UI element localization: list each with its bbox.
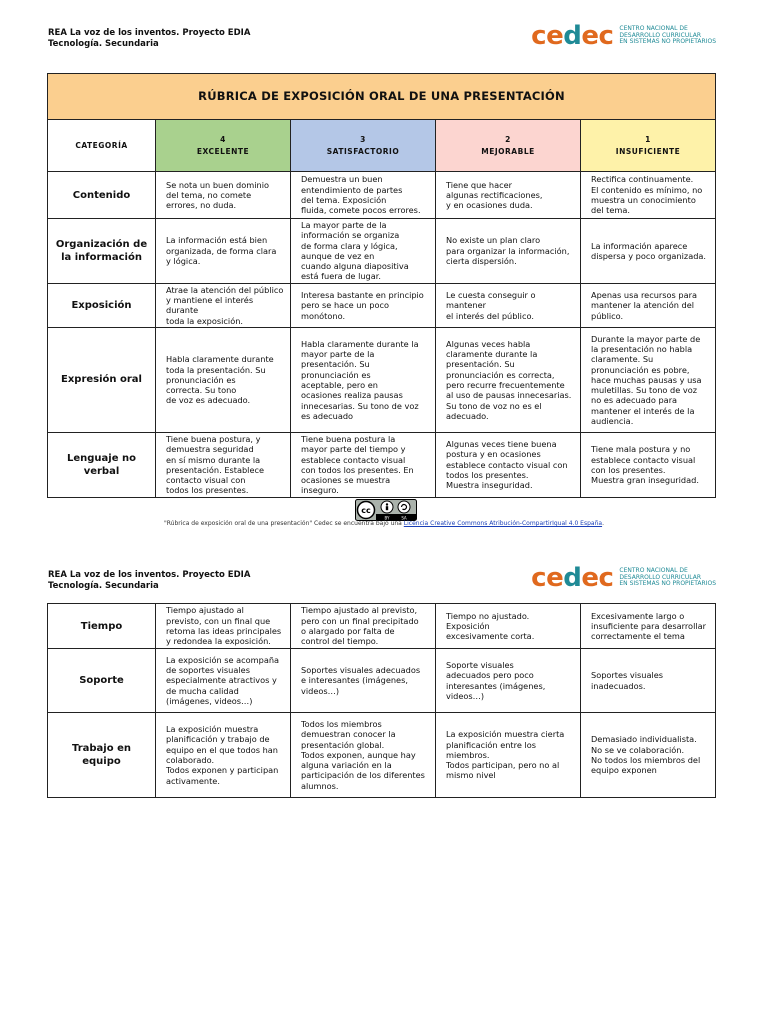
cell-mejorable: Le cuesta conseguir o mantener el interés del público. <box>436 283 581 327</box>
license-link[interactable]: Licencia Creative Commons Atribución-CompartirIgual 4.0 España <box>403 520 603 527</box>
logo-subtitle: CENTRO NACIONAL DE DESARROLLO CURRICULAR EN SISTEMAS NO PROPIETARIOS <box>619 25 716 46</box>
cell-excelente: La exposición se acompaña de soportes visuales especialmente atractivos y de mucha calidad (imágenes, videos…) <box>156 649 291 713</box>
project-subject: Tecnología. Secundaria <box>48 39 159 49</box>
cell-insuficiente: Demasiado individualista. No se ve colaboración. No todos los miembros del equipo exponen <box>581 713 716 798</box>
cell-insuficiente: Tiene mala postura y no establece contacto visual con los presentes. Muestra gran inseguridad. <box>581 432 716 497</box>
row-category: Exposición <box>48 283 156 327</box>
row-category: Organización de la información <box>48 219 156 284</box>
row-category: Trabajo en equipo <box>48 713 156 798</box>
table-row <box>48 172 716 219</box>
logo-wordmark: cedec <box>531 563 614 593</box>
rubric-table-continued <box>47 603 716 798</box>
table-row <box>48 604 716 649</box>
logo-wordmark: cedec <box>531 21 614 51</box>
cell-mejorable: Tiempo no ajustado. Exposición excesivamente corta. <box>436 604 581 649</box>
row-category: Soporte <box>48 649 156 713</box>
header-level-mejorable: 2 MEJORABLE <box>436 120 581 172</box>
cell-satisfactorio: Soportes visuales adecuados e interesantes (imágenes, videos…) <box>291 649 436 713</box>
svg-text:BY: BY <box>384 515 390 521</box>
header-level-excelente: 4 EXCELENTE <box>156 120 291 172</box>
project-subject: Tecnología. Secundaria <box>48 581 159 591</box>
rubric-table <box>47 73 716 498</box>
table-row <box>48 432 716 497</box>
cedec-logo <box>531 565 716 591</box>
row-category: Tiempo <box>48 604 156 649</box>
project-info <box>48 570 250 592</box>
cell-satisfactorio: Tiene buena postura la mayor parte del tiempo y establece contacto visual con todos los presentes. En ocasiones se muestra inseguro. <box>291 432 436 497</box>
cell-mejorable: Tiene que hacer algunas rectificaciones, y en ocasiones duda. <box>436 172 581 219</box>
table-row <box>48 219 716 284</box>
project-title: REA La voz de los inventos. Proyecto EDIA <box>48 570 251 580</box>
cell-satisfactorio: La mayor parte de la información se organiza de forma clara y lógica, aunque de vez en cuando alguna diapositiva está fuera de lugar. <box>291 219 436 284</box>
table-row <box>48 649 716 713</box>
rubric-title: RÚBRICA DE EXPOSICIÓN ORAL DE UNA PRESENTACIÓN <box>48 74 716 120</box>
cell-insuficiente: Apenas usa recursos para mantener la atención del público. <box>581 283 716 327</box>
project-info <box>48 28 250 50</box>
cell-satisfactorio: Tiempo ajustado al previsto, pero con un final precipitado o alargado por falta de control del tiempo. <box>291 604 436 649</box>
cell-mejorable: Soporte visuales adecuados pero poco interesantes (imágenes, videos…) <box>436 649 581 713</box>
cell-excelente: Se nota un buen dominio del tema, no comete errores, no duda. <box>156 172 291 219</box>
header-level-insuficiente: 1 INSUFICIENTE <box>581 120 716 172</box>
cell-excelente: Tiene buena postura, y demuestra seguridad en sí mismo durante la presentación. Establece contacto visual con todos los presentes. <box>156 432 291 497</box>
cell-excelente: Tiempo ajustado al previsto, con un final que retoma las ideas principales y redondea la exposición. <box>156 604 291 649</box>
page-header <box>48 21 720 68</box>
license-note: "Rúbrica de exposición oral de una presentación" Cedec se encuentra bajo una Licencia Creative Commons Atribución-CompartirIgual 4.0 España. <box>164 520 604 527</box>
cell-excelente: La exposición muestra planificación y trabajo de equipo en el que todos han colaborado. Todos exponen y participan activamente. <box>156 713 291 798</box>
svg-text:cc: cc <box>361 506 371 515</box>
cell-mejorable: Algunas veces habla claramente durante la presentación. Su pronunciación es correcta, pero recurre frecuentemente al uso de pausas innecesarias. Su tono de voz no es el adecuado. <box>436 327 581 432</box>
cell-excelente: Atrae la atención del público y mantiene el interés durante toda la exposición. <box>156 283 291 327</box>
cell-insuficiente: Soportes visuales inadecuados. <box>581 649 716 713</box>
table-row <box>48 327 716 432</box>
logo-subtitle: CENTRO NACIONAL DE DESARROLLO CURRICULAR EN SISTEMAS NO PROPIETARIOS <box>619 567 716 588</box>
cell-satisfactorio: Interesa bastante en principio pero se hace un poco monótono. <box>291 283 436 327</box>
cell-insuficiente: Rectifica continuamente. El contenido es mínimo, no muestra un conocimiento del tema. <box>581 172 716 219</box>
cell-satisfactorio: Habla claramente durante la mayor parte de la presentación. Su pronunciación es aceptable, pero en ocasiones realiza pausas innecesarias. Su tono de voz es adecuado <box>291 327 436 432</box>
cell-satisfactorio: Todos los miembros demuestran conocer la presentación global. Todos exponen, aunque hay alguna variación en la participación de los diferentes alumnos. <box>291 713 436 798</box>
project-title: REA La voz de los inventos. Proyecto EDIA <box>48 28 251 38</box>
row-category: Expresión oral <box>48 327 156 432</box>
cell-insuficiente: Durante la mayor parte de la presentación no habla claramente. Su pronunciación es pobre, hace muchas pausas y usa muletillas. Su tono de voz no es adecuado para mantener el interés de la audiencia. <box>581 327 716 432</box>
cell-excelente: Habla claramente durante toda la presentación. Su pronunciación es correcta. Su tono de voz es adecuado. <box>156 327 291 432</box>
row-category: Lenguaje no verbal <box>48 432 156 497</box>
cell-mejorable: La exposición muestra cierta planificación entre los miembros. Todos participan, pero no al mismo nivel <box>436 713 581 798</box>
cell-excelente: La información está bien organizada, de forma clara y lógica. <box>156 219 291 284</box>
cell-insuficiente: La información aparece dispersa y poco organizada. <box>581 219 716 284</box>
cedec-logo <box>531 23 716 49</box>
sa-icon <box>398 501 410 513</box>
cell-insuficiente: Excesivamente largo o insuficiente para desarrollar correctamente el tema <box>581 604 716 649</box>
cell-satisfactorio: Demuestra un buen entendimiento de partes del tema. Exposición fluida, comete pocos errores. <box>291 172 436 219</box>
svg-text:SA: SA <box>401 515 407 521</box>
table-row <box>48 713 716 798</box>
header-level-satisfactorio: 3 SATISFACTORIO <box>291 120 436 172</box>
cell-mejorable: Algunas veces tiene buena postura y en ocasiones establece contacto visual con todos los presentes. Muestra inseguridad. <box>436 432 581 497</box>
table-row <box>48 283 716 327</box>
creative-commons-by-sa-badge[interactable] <box>355 499 417 521</box>
header-categoria: CATEGORÍA <box>48 120 156 172</box>
row-category: Contenido <box>48 172 156 219</box>
cell-mejorable: No existe un plan claro para organizar la información, cierta dispersión. <box>436 219 581 284</box>
